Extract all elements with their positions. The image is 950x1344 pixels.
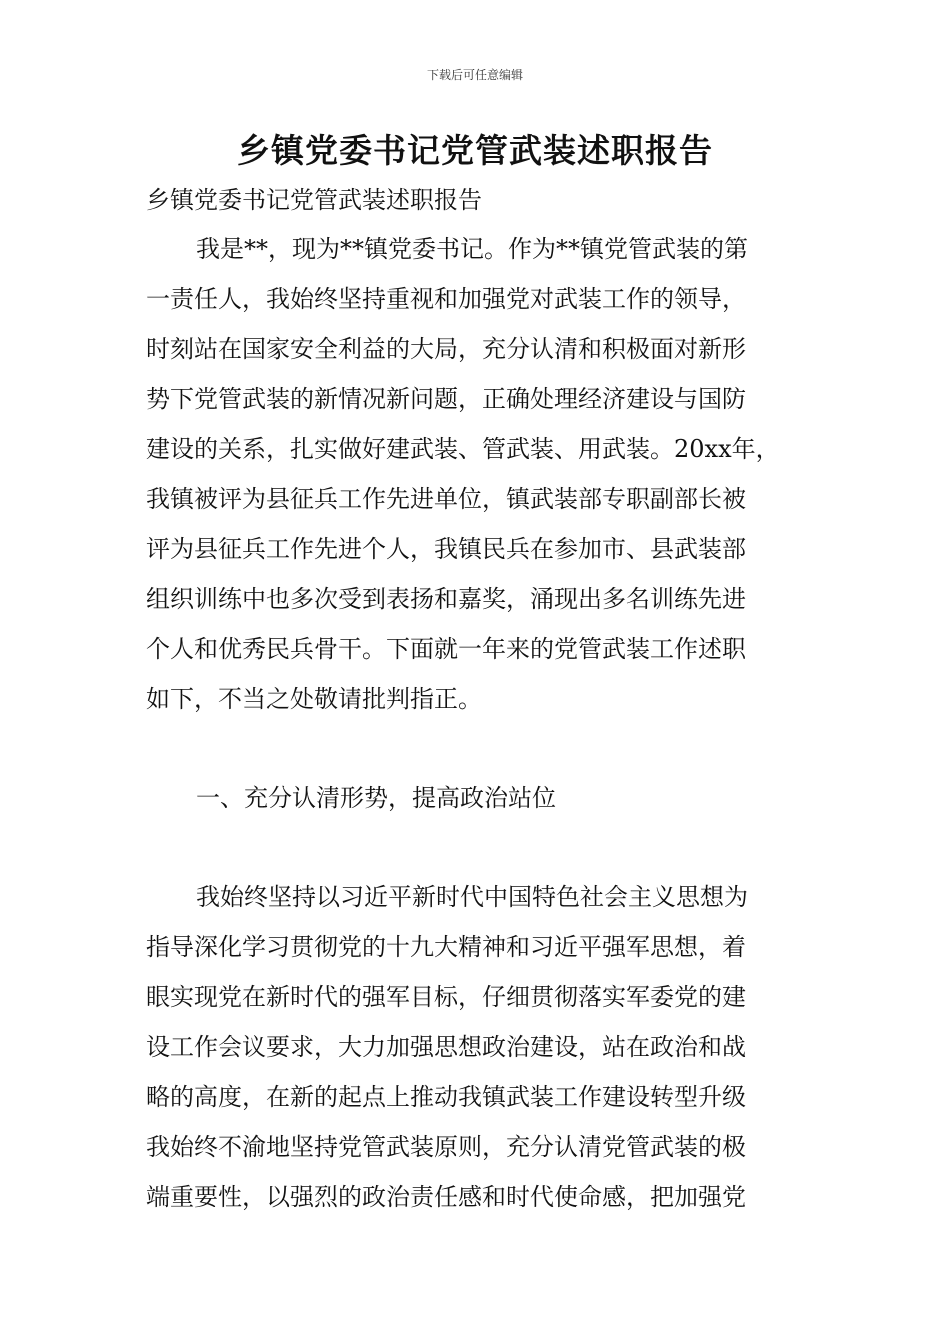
paragraph-line: 我是**，现为**镇党委书记。作为**镇党管武装的第 xyxy=(196,235,748,263)
paragraph-line: 设工作会议要求，大力加强思想政治建设，站在政治和战 xyxy=(146,1033,746,1061)
paragraph-line: 个人和优秀民兵骨干。下面就一年来的党管武装工作述职 xyxy=(146,635,746,663)
paragraph-line: 势下党管武装的新情况新问题，正确处理经济建设与国防 xyxy=(146,385,746,413)
paragraph-line: 我镇被评为县征兵工作先进单位，镇武装部专职副部长被 xyxy=(146,485,746,513)
paragraph-line: 端重要性，以强烈的政治责任感和时代使命感，把加强党 xyxy=(146,1183,746,1211)
paragraph-line: 组织训练中也多次受到表扬和嘉奖，涌现出多名训练先进 xyxy=(146,585,746,613)
page-subtitle: 乡镇党委书记党管武装述职报告 xyxy=(146,186,482,214)
paragraph-line: 评为县征兵工作先进个人，我镇民兵在参加市、县武装部 xyxy=(146,535,746,563)
header-note: 下载后可任意编辑 xyxy=(426,68,523,82)
paragraph-line: 我始终不渝地坚持党管武装原则，充分认清党管武装的极 xyxy=(146,1133,746,1161)
page-title: 乡镇党委书记党管武装述职报告 xyxy=(237,131,713,170)
paragraph-line: 我始终坚持以习近平新时代中国特色社会主义思想为 xyxy=(196,883,748,911)
paragraph-line: 一责任人，我始终坚持重视和加强党对武装工作的领导， xyxy=(146,285,746,313)
paragraph-line: 指导深化学习贯彻党的十九大精神和习近平强军思想，着 xyxy=(146,933,746,961)
paragraph-line: 时刻站在国家安全利益的大局，充分认清和积极面对新形 xyxy=(146,335,746,363)
paragraph-line: 略的高度，在新的起点上推动我镇武装工作建设转型升级 xyxy=(146,1083,746,1111)
paragraph-line: 建设的关系，扎实做好建武装、管武装、用武装。20xx年， xyxy=(146,435,780,463)
paragraph-line: 眼实现党在新时代的强军目标，仔细贯彻落实军委党的建 xyxy=(146,983,746,1011)
paragraph-line: 如下，不当之处敬请批判指正。 xyxy=(146,685,482,713)
section-heading: 一、充分认清形势，提高政治站位 xyxy=(196,784,556,812)
